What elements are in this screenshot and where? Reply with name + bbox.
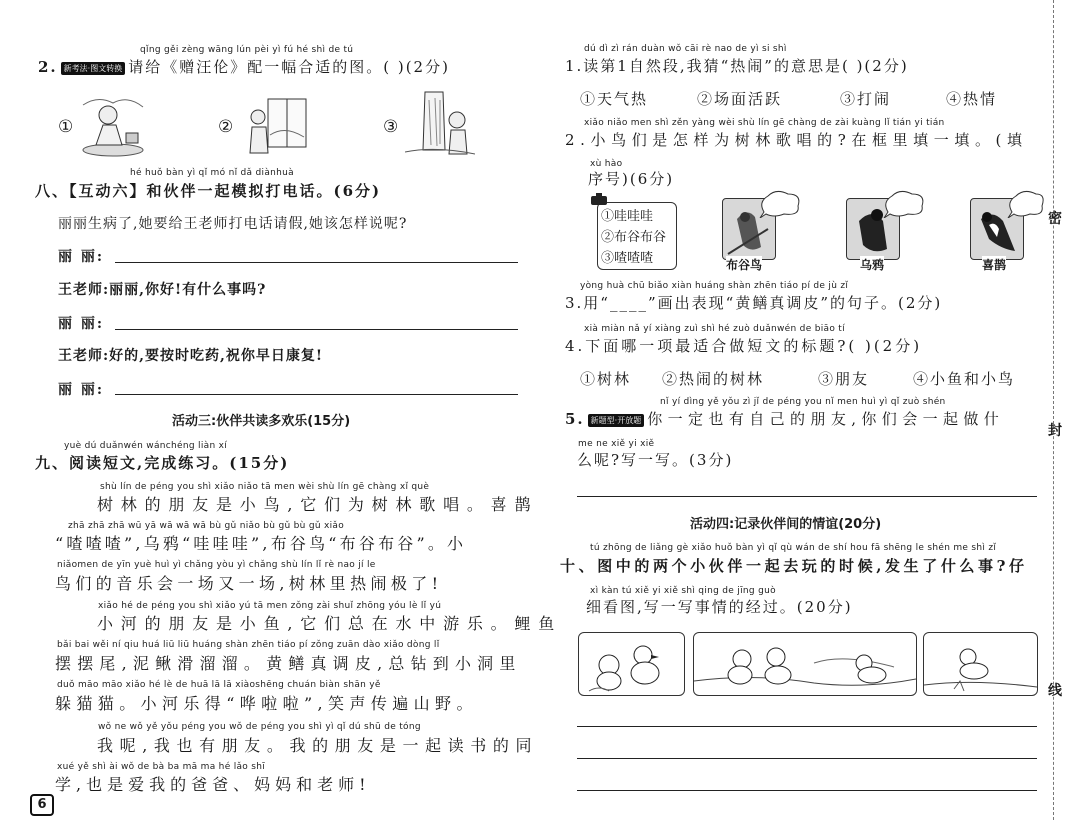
dialog-teacher-2: 王老师:好的,要按时吃药,祝你早日康复!: [58, 348, 324, 364]
speech-bubble-icon: [758, 190, 802, 218]
r-q3-text: 3.用“____”画出表现“黄鳝真调皮”的句子。(2分): [565, 294, 943, 312]
r-q1-pinyin: dú dì zì rán duàn wǒ cāi rè nao de yì si shì: [584, 44, 787, 54]
passage-line-2: “喳喳喳”,乌鸦“哇哇哇”,布谷鸟“布谷布谷”。小: [55, 534, 467, 553]
q2-option-3[interactable]: ③: [383, 117, 401, 137]
r-q1-option-2[interactable]: ②场面活跃: [697, 90, 783, 108]
q2-option-1[interactable]: ①: [58, 117, 76, 137]
pic-poet-farewell: [78, 95, 148, 160]
comic-panel-1: [578, 632, 685, 696]
dialog-lili-2: 丽 丽:: [58, 316, 105, 332]
page-number: 6: [30, 794, 54, 816]
r-q10-pinyin-2: xì kàn tú xiě yi xiě shì qing de jīng guò: [590, 586, 776, 596]
comic-panel-4: [923, 632, 1038, 696]
q2-number: 2.: [38, 58, 58, 76]
r-q1-option-3[interactable]: ③打闹: [840, 90, 892, 108]
bird-label-crow: 乌鸦: [860, 258, 885, 272]
binding-label-feng: 封: [1048, 423, 1062, 439]
passage-pinyin-1: shù lín de péng you shì xiǎo niǎo tā men wèi shù lín gē chàng xǐ què: [100, 482, 430, 492]
pic-waterfall-scene: [405, 90, 475, 160]
dialog-lili-3: 丽 丽:: [58, 382, 105, 398]
passage-line-4: 小河的朋友是小鱼,它们总在水中游乐。鲤鱼: [97, 614, 563, 633]
r-q3-pinyin: yòng huà chū biǎo xiàn huáng shàn zhēn tiáo pí de jù zǐ: [580, 281, 849, 291]
r-q1-option-1[interactable]: ①天气热: [580, 90, 649, 108]
r-q4-option-3[interactable]: ③朋友: [818, 370, 870, 388]
passage-pinyin-6: duǒ māo māo xiǎo hé lè de huā lā lā xiàoshēng chuán biàn shān yě: [57, 680, 381, 690]
q8-pinyin: hé huǒ bàn yì qǐ mó nǐ dǎ diànhuà: [130, 168, 294, 178]
passage-line-3: 鸟们的音乐会一场又一场,树林里热闹极了!: [55, 574, 443, 593]
q9-label: 九、阅读短文,完成练习。(15分): [35, 454, 290, 472]
sound-1: ①哇哇哇: [601, 209, 654, 224]
sound-2: ②布谷布谷: [601, 230, 667, 245]
r-q10-answer-line-3[interactable]: [577, 790, 1037, 791]
q9-pinyin: yuè dú duǎnwén wánchéng liàn xí: [64, 441, 228, 451]
r-q5-number: 5.: [565, 410, 585, 428]
answer-line-1[interactable]: [115, 262, 518, 263]
r-q5-text: 你一定也有自己的朋友,你们会一起做什: [647, 410, 1005, 428]
answer-line-3[interactable]: [115, 394, 518, 395]
q2-tag: 新考法·图文转换: [61, 62, 126, 75]
binding-label-mi: 密: [1048, 211, 1062, 227]
q8-intro: 丽丽生病了,她要给王老师打电话请假,她该怎样说呢?: [58, 216, 408, 232]
passage-pinyin-4: xiǎo hé de péng you shì xiǎo yú tā men zǒng zài shuǐ zhōng yóu lè lǐ yú: [98, 601, 442, 611]
passage-pinyin-7: wǒ ne wǒ yě yǒu péng you wǒ de péng you shì yì qǐ dú shū de tóng: [98, 722, 421, 732]
r-q5-pinyin: nǐ yí dìng yě yǒu zì jǐ de péng you nǐ men huì yì qǐ zuò shén: [660, 397, 946, 407]
activity3-heading: 活动三:伙伴共读多欢乐(15分): [172, 414, 351, 429]
q2-option-2[interactable]: ②: [218, 117, 236, 137]
activity4-heading: 活动四:记录伙伴间的情谊(20分): [690, 517, 882, 532]
r-q10-text: 十、图中的两个小伙伴一起去玩的时候,发生了什么事?仔: [560, 557, 1028, 575]
r-q2-pinyin: xiǎo niǎo men shì zěn yàng wèi shù lín gē chàng de zài kuàng lǐ tián yi tián: [584, 118, 945, 128]
passage-line-7: 我呢,我也有朋友。我的朋友是一起读书的同: [97, 736, 539, 755]
passage-line-1: 树林的朋友是小鸟,它们为树林歌唱。喜鹊: [97, 495, 539, 514]
r-q5-text-2: 么呢?写一写。(3分): [577, 451, 734, 469]
bird-label-cuckoo: 布谷鸟: [726, 258, 763, 272]
answer-line-2[interactable]: [115, 329, 518, 330]
bird-label-magpie: 喜鹊: [982, 258, 1007, 272]
passage-line-5: 摆摆尾,泥鳅滑溜溜。黄鳝真调皮,总钻到小洞里: [55, 654, 522, 673]
clip-icon: [590, 192, 608, 206]
passage-line-6: 躲猫猫。小河乐得“哗啦啦”,笑声传遍山野。: [55, 694, 478, 713]
r-q4-text: 4.下面哪一项最适合做短文的标题?( )(2分): [565, 337, 923, 355]
q2-text: 请给《赠汪伦》配一幅合适的图。( )(2分): [128, 58, 450, 76]
r-q2-pinyin-2: xù hào: [590, 159, 623, 169]
r-q2-text: 2.小鸟们是怎样为树林歌唱的?在框里填一填。(填: [565, 131, 1028, 149]
r-q10-answer-line-2[interactable]: [577, 758, 1037, 759]
r-q5-line: [565, 408, 1004, 429]
comic-panel-2: [693, 632, 917, 696]
r-q10-pinyin: tú zhōng de liǎng gè xiǎo huǒ bàn yì qǐ qù wán de shí hou fā shēng le shén me shì zǐ: [590, 543, 997, 553]
r-q5-answer-line[interactable]: [577, 496, 1037, 497]
bird-card-magpie: [970, 198, 1050, 270]
r-q2-text-2: 序号)(6分): [588, 170, 675, 188]
r-q4-option-2[interactable]: ②热闹的树林: [662, 370, 765, 388]
r-q1-text: 1.读第1自然段,我猜“热闹”的意思是( )(2分): [565, 57, 909, 75]
r-q4-option-4[interactable]: ④小鱼和小鸟: [913, 370, 1016, 388]
r-q1-option-4[interactable]: ④热情: [946, 90, 998, 108]
bird-card-cuckoo: [722, 198, 812, 270]
r-q5-pinyin-2: me ne xiě yi xiě: [578, 439, 655, 449]
r-q5-tag: 新题型·开放题: [588, 414, 645, 427]
binding-label-xian: 线: [1048, 683, 1062, 699]
dialog-teacher-1: 王老师:丽丽,你好!有什么事吗?: [58, 282, 267, 298]
passage-line-8: 学,也是爱我的爸爸、妈妈和老师!: [55, 775, 371, 794]
q2-pinyin: qǐng gěi zèng wāng lún pèi yì fú hé shì de tú: [140, 45, 354, 55]
sound-3: ③喳喳喳: [601, 251, 654, 266]
dialog-lili-1: 丽 丽:: [58, 249, 105, 265]
pic-window-scene: [240, 95, 310, 160]
passage-pinyin-2: zhā zhā zhā wū yā wā wā wā bù gǔ niǎo bù gǔ bù gǔ xiǎo: [68, 521, 345, 531]
sound-options-box: [597, 202, 677, 270]
bird-card-crow: [846, 198, 936, 270]
q8-label: 八、【互动六】和伙伴一起模拟打电话。(6分): [35, 182, 382, 200]
r-q10-text-2: 细看图,写一写事情的经过。(20分): [586, 598, 853, 616]
passage-pinyin-5: bǎi bai wěi ní qiu huá liū liū huáng shàn zhēn tiáo pí zǒng zuān dào xiǎo dòng lǐ: [57, 640, 440, 650]
q2-line: [38, 56, 450, 77]
speech-bubble-icon: [882, 190, 926, 218]
passage-pinyin-8: xué yě shì ài wǒ de bà ba mā ma hé lǎo shī: [57, 762, 266, 772]
r-q10-answer-line-1[interactable]: [577, 726, 1037, 727]
r-q4-pinyin: xià miàn nǎ yí xiàng zuì shì hé zuò duǎnwén de biāo tí: [584, 324, 845, 334]
r-q4-option-1[interactable]: ①树林: [580, 370, 632, 388]
passage-pinyin-3: niǎomen de yīn yuè huì yì chǎng yòu yì chǎng shù lín lǐ rè nao jí le: [57, 560, 376, 570]
